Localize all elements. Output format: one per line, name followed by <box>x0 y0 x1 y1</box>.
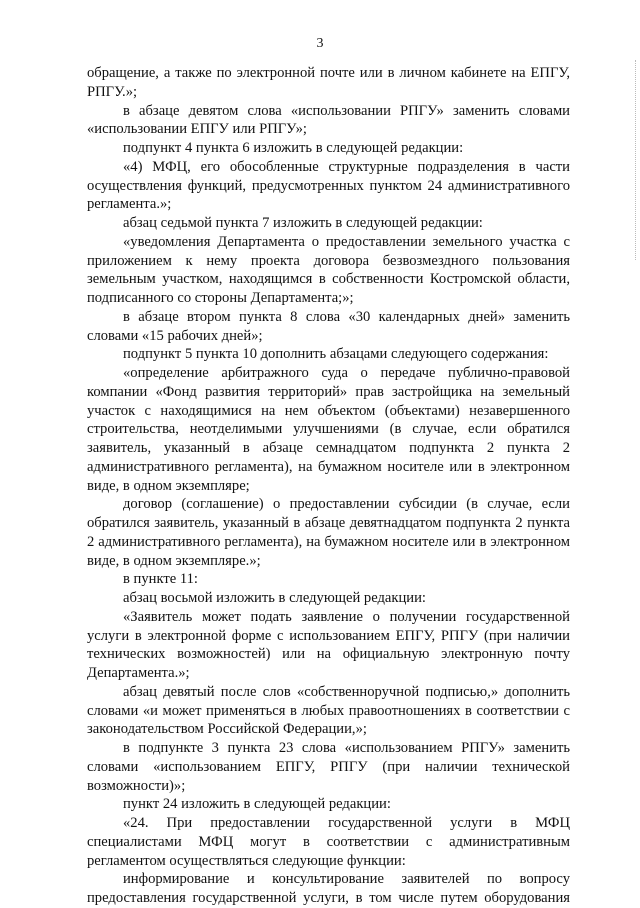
paragraph: «определение арбитражного суда о передаче публично-правовой компании «Фонд развития территорий» прав застройщика на земельный участок с находящимися на нем объектом (объектами) незавершенного строительства, неотделимыми улучшениями (в случае, если обратился заявитель, указанный в абзаце семнадцатом подпункта 2 пункта 2 административного регламента), на бумажном носителе или в электронном виде, в одном экземпляре; <box>87 365 570 494</box>
paragraph: «4) МФЦ, его обособленные структурные подразделения в части осуществления функций, предусмотренных пунктом 24 административного регламента.»; <box>87 158 570 213</box>
document-body <box>87 64 570 908</box>
paragraph: «уведомления Департамента о предоставлении земельного участка с приложением к нему проекта договора безвозмездного пользования земельным участком, находящимся в собственности Костромской области, подписанного со стороны Департамента;»; <box>87 233 570 306</box>
paragraph: подпункт 4 пункта 6 изложить в следующей редакции: <box>123 140 464 156</box>
paragraph: подпункт 5 пункта 10 дополнить абзацами следующего содержания: <box>123 346 549 363</box>
paragraph: в подпункте 3 пункта 23 слова «использованием РПГУ» заменить словами «использованием ЕПГУ, РПГУ (при наличии технической возможности)»; <box>87 740 570 794</box>
page-number: 3 <box>316 36 324 51</box>
scan-edge-mark <box>632 60 636 260</box>
paragraph: в пункте 11: <box>123 571 198 588</box>
paragraph: «24. При предоставлении государственной услуги в МФЦ специалистами МФЦ могут в соответствии с административным регламентом осуществляться следующие функции: <box>87 815 570 869</box>
paragraph: пункт 24 изложить в следующей редакции: <box>123 796 391 813</box>
paragraph: обращение, а также по электронной почте или в личном кабинете на ЕПГУ, РПГУ.»; <box>87 65 570 100</box>
paragraph: абзац восьмой изложить в следующей редакции: <box>123 590 426 606</box>
paragraph: информирование и консультирование заявителей по вопросу предоставления государственной услуги, в том числе путем оборудования <box>87 871 570 906</box>
paragraph: «Заявитель может подать заявление о получении государственной услуги в электронной форме с использованием ЕПГУ, РПГУ (при наличии технических возможностей) или на официальную электронную почту Департамента.»; <box>87 608 570 681</box>
paragraph: договор (соглашение) о предоставлении субсидии (в случае, если обратился заявитель, указанный в абзаце девятнадцатом подпункта 2 пункта 2 административного регламента), на бумажном носителе или в электронном виде, в одном экземпляре.»; <box>87 496 570 569</box>
paragraph: абзац седьмой пункта 7 изложить в следующей редакции: <box>123 215 483 231</box>
paragraph: в абзаце девятом слова «использовании РПГУ» заменить словами «использовании ЕПГУ или РПГУ»; <box>87 102 570 138</box>
paragraph: абзац девятый после слов «собственноручной подписью,» дополнить словами «и может применяться в любых правоотношениях в соответствии с законодательством Российской Федерации,»; <box>87 683 570 738</box>
paragraph: в абзаце втором пункта 8 слова «30 календарных дней» заменить словами «15 рабочих дней»; <box>87 308 570 344</box>
